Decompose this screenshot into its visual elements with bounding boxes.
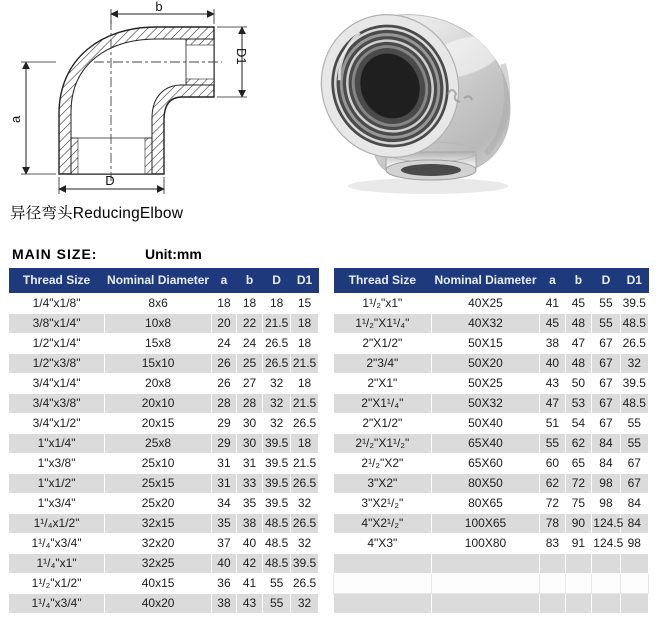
table-cell: 31 [236,453,262,473]
table-row [334,473,649,493]
table-cell: 51 [540,413,565,433]
table-cell: 1"x1/2" [9,473,105,493]
table-row [9,513,319,533]
table-cell: 67 [592,393,620,413]
table-cell: 50X32 [431,393,540,413]
table-cell: 18 [263,293,291,313]
table-cell: 55 [263,593,291,613]
table-row [334,393,649,413]
table-cell: 32 [263,393,291,413]
table-cell: 21.5 [291,393,319,413]
table-cell: 53 [565,393,592,413]
product-photo [298,2,554,198]
table-cell: 65X60 [431,453,540,473]
thread-zone [71,138,78,174]
table-row [9,413,319,433]
table-cell: 24 [212,333,237,353]
table-row [9,553,319,573]
table-cell: 33 [236,473,262,493]
table-cell: 32 [291,493,319,513]
table-cell: 39.5 [620,373,648,393]
table-cell: 62 [565,433,592,453]
table-row [9,533,319,553]
table-cell: 1"x3/8" [9,453,105,473]
dimension-label-d1: D1 [234,48,249,65]
table-cell: 26.5 [291,573,319,593]
table-cell [334,593,432,613]
table-cell: 100X65 [431,513,540,533]
table-cell: 38 [212,593,237,613]
table-cell [431,553,540,573]
table-cell: 50X25 [431,373,540,393]
table-cell: 26 [212,373,237,393]
table-cell [431,573,540,593]
table-cell: 67 [592,413,620,433]
table-cell: 25x10 [105,453,212,473]
technical-drawing [6,0,258,200]
table-cell: 72 [565,473,592,493]
table-cell: 30 [236,433,262,453]
table-row [334,293,649,313]
table-cell: 48.5 [263,513,291,533]
thread-zone [186,79,214,85]
thread-zone [145,138,152,174]
table-cell: 18 [291,373,319,393]
dimension-label-b: b [155,0,163,14]
table-cell: 50X40 [431,413,540,433]
table-row [334,453,649,473]
table-cell: 20x10 [105,393,212,413]
table-cell [565,573,592,593]
table-row [9,333,319,353]
table-cell [620,553,648,573]
table-row [9,473,319,493]
table-cell [620,593,648,613]
table-cell: 83 [540,533,565,553]
table-cell: 67 [620,453,648,473]
table-row [334,553,649,573]
table-cell: 15x8 [105,333,212,353]
table-cell: 40X32 [431,313,540,333]
table-cell: 39.5 [263,493,291,513]
table-cell: 4"X2¹/₂" [334,513,432,533]
table-row [334,333,649,353]
table-cell: 1"x3/4" [9,493,105,513]
table-cell [540,573,565,593]
table-cell: 38 [236,513,262,533]
table-cell: 26.5 [620,333,648,353]
table-cell: 36 [212,573,237,593]
table-cell: 60 [540,453,565,473]
table-cell: 84 [620,493,648,513]
table-cell: 3"X2¹/₂" [334,493,432,513]
table-cell: 67 [592,353,620,373]
table-row [9,453,319,473]
table-cell: 48 [565,313,592,333]
table-cell: 34 [212,493,237,513]
table-cell: 15 [291,293,319,313]
table-cell: 32x25 [105,553,212,573]
table-cell: 3/4"x3/8" [9,393,105,413]
table-cell: 55 [592,313,620,333]
table-cell: 45 [565,293,592,313]
table-cell: 32x15 [105,513,212,533]
table-cell: 39.5 [620,293,648,313]
table-cell: 32 [263,413,291,433]
table-header-row [334,268,649,293]
table-cell: 39.5 [291,553,319,573]
table-cell: 1¹/₄"x3/4" [9,593,105,613]
table-cell [334,573,432,593]
table-cell: 28 [212,393,237,413]
table-cell: 43 [236,593,262,613]
table-cell: 54 [565,413,592,433]
table-cell: 3/8"x1/4" [9,313,105,333]
table-cell: 1/2"x1/4" [9,333,105,353]
table-cell: 35 [236,493,262,513]
table-cell: 18 [291,333,319,353]
table-cell: 40X25 [431,293,540,313]
table-cell: 124.5 [592,533,620,553]
column-header: D [592,268,620,293]
table-cell: 26.5 [291,473,319,493]
table-cell: 124.5 [592,513,620,533]
table-row [9,393,319,413]
table-cell: 1¹/₄"x1" [9,553,105,573]
table-cell: 2"X1¹/₄" [334,393,432,413]
table-cell: 15x10 [105,353,212,373]
table-cell: 32 [291,593,319,613]
table-cell: 48 [565,353,592,373]
table-cell: 18 [236,293,262,313]
dimension-label-d: D [105,173,115,188]
table-cell: 2"X1/2" [334,333,432,353]
column-header: Nominal Diameter [431,268,540,293]
table-row [9,293,319,313]
table-cell [592,573,620,593]
table-cell: 26.5 [291,413,319,433]
thread-zone [186,39,214,45]
table-cell: 98 [620,533,648,553]
table-row [9,493,319,513]
table-cell: 2"X1/2" [334,413,432,433]
table-cell: 1/4"x1/8" [9,293,105,313]
table-cell: 55 [540,433,565,453]
table-cell: 26.5 [263,333,291,353]
table-row [334,493,649,513]
table-row [9,573,319,593]
table-cell: 10x8 [105,313,212,333]
table-row [9,353,319,373]
table-cell: 100X80 [431,533,540,553]
table-row [334,533,649,553]
table-cell [565,553,592,573]
table-cell: 1/2"x3/8" [9,353,105,373]
table-cell: 2¹/₂"X2" [334,453,432,473]
table-cell: 55 [620,433,648,453]
table-cell: 30 [236,413,262,433]
table-row [334,593,649,613]
table-cell: 3/4"x1/4" [9,373,105,393]
table-row [334,513,649,533]
table-cell: 25x20 [105,493,212,513]
table-cell: 31 [212,453,237,473]
table-cell: 20x15 [105,413,212,433]
table-row [334,313,649,333]
column-header: b [565,268,592,293]
table-row [9,373,319,393]
table-cell: 45 [540,313,565,333]
size-section-header [12,246,412,264]
column-header: D [263,268,291,293]
table-row [9,313,319,333]
table-cell: 21.5 [291,353,319,373]
table-cell: 27 [236,373,262,393]
table-cell: 1¹/₂"x1" [334,293,432,313]
size-table-right [333,268,649,614]
table-cell: 40 [236,533,262,553]
table-cell: 67 [592,373,620,393]
table-cell: 21.5 [291,453,319,473]
table-cell: 47 [540,393,565,413]
table-cell: 29 [212,413,237,433]
table-cell: 39.5 [263,453,291,473]
table-cell: 84 [592,453,620,473]
column-header: a [212,268,237,293]
unit-label: Unit:mm [145,246,202,262]
table-cell: 40 [540,353,565,373]
column-header: Thread Size [334,268,432,293]
table-cell: 90 [565,513,592,533]
dimension-label-a: a [8,115,23,123]
table-cell: 37 [212,533,237,553]
table-cell: 35 [212,513,237,533]
table-cell: 40x15 [105,573,212,593]
table-cell: 32 [291,533,319,553]
table-cell: 26.5 [291,513,319,533]
table-cell: 3"X2" [334,473,432,493]
table-cell: 26.5 [263,353,291,373]
table-cell: 75 [565,493,592,513]
table-cell: 32 [620,353,648,373]
table-cell: 38 [540,333,565,353]
table-cell: 21.5 [263,313,291,333]
table-cell: 80X65 [431,493,540,513]
table-cell: 98 [592,493,620,513]
table-cell [592,593,620,613]
table-cell: 4"X3" [334,533,432,553]
table-row [334,353,649,373]
table-cell: 47 [565,333,592,353]
table-cell: 67 [592,333,620,353]
table-cell: 1¹/₂"x1/2" [9,573,105,593]
table-cell [592,553,620,573]
table-cell: 84 [592,433,620,453]
outlet-bore [401,164,461,176]
table-cell: 18 [291,313,319,333]
table-cell: 48.5 [620,313,648,333]
table-cell: 2¹/₂"X1¹/₂" [334,433,432,453]
table-cell: 25 [236,353,262,373]
table-row [334,373,649,393]
table-cell: 2"X1" [334,373,432,393]
table-cell: 2"3/4" [334,353,432,373]
table-cell [565,593,592,613]
main-size-label: MAIN SIZE: [12,246,98,262]
table-cell: 65X40 [431,433,540,453]
table-cell: 67 [620,473,648,493]
table-cell: 22 [236,313,262,333]
table-cell: 55 [592,293,620,313]
table-cell: 91 [565,533,592,553]
size-table-left [8,268,319,614]
table-cell: 80X50 [431,473,540,493]
column-header: Thread Size [9,268,105,293]
table-row [334,433,649,453]
table-cell: 25x8 [105,433,212,453]
product-title: 异径弯头ReducingElbow [10,205,184,222]
table-header-row [9,268,319,293]
table-cell [431,593,540,613]
table-cell: 50X15 [431,333,540,353]
table-cell: 25x15 [105,473,212,493]
column-header: D1 [620,268,648,293]
table-cell: 28 [236,393,262,413]
table-cell: 1"x1/4" [9,433,105,453]
table-cell [540,593,565,613]
column-header: b [236,268,262,293]
table-cell: 29 [212,433,237,453]
table-cell: 43 [540,373,565,393]
table-cell [540,553,565,573]
table-cell: 55 [620,413,648,433]
table-cell: 20x8 [105,373,212,393]
table-row [9,593,319,613]
table-cell: 20 [212,313,237,333]
table-cell: 40x20 [105,593,212,613]
table-row [334,413,649,433]
table-cell: 1¹/₂"X1¹/₄" [334,313,432,333]
table-cell: 48.5 [263,553,291,573]
table-cell [334,553,432,573]
table-cell: 39.5 [263,473,291,493]
table-cell: 50X20 [431,353,540,373]
table-cell: 18 [212,293,237,313]
table-cell: 41 [236,573,262,593]
table-cell: 26 [212,353,237,373]
table-cell: 78 [540,513,565,533]
column-header: a [540,268,565,293]
table-cell: 24 [236,333,262,353]
table-cell [620,573,648,593]
table-cell: 48.5 [263,533,291,553]
column-header: D1 [291,268,319,293]
table-cell: 72 [540,493,565,513]
table-cell: 62 [540,473,565,493]
table-cell: 98 [592,473,620,493]
table-cell: 41 [540,293,565,313]
table-cell: 65 [565,453,592,473]
table-row [334,573,649,593]
table-cell: 40 [212,553,237,573]
table-row [9,433,319,453]
table-cell: 48.5 [620,393,648,413]
table-cell: 84 [620,513,648,533]
table-cell: 32 [263,373,291,393]
table-cell: 3/4"x1/2" [9,413,105,433]
table-cell: 8x6 [105,293,212,313]
table-cell: 39.5 [263,433,291,453]
table-cell: 1¹/₄"x3/4" [9,533,105,553]
table-cell: 50 [565,373,592,393]
table-cell: 31 [212,473,237,493]
table-cell: 42 [236,553,262,573]
table-cell: 32x20 [105,533,212,553]
table-cell: 55 [263,573,291,593]
column-header: Nominal Diameter [105,268,212,293]
table-cell: 1¹/₄x1/2" [9,513,105,533]
table-cell: 18 [291,433,319,453]
